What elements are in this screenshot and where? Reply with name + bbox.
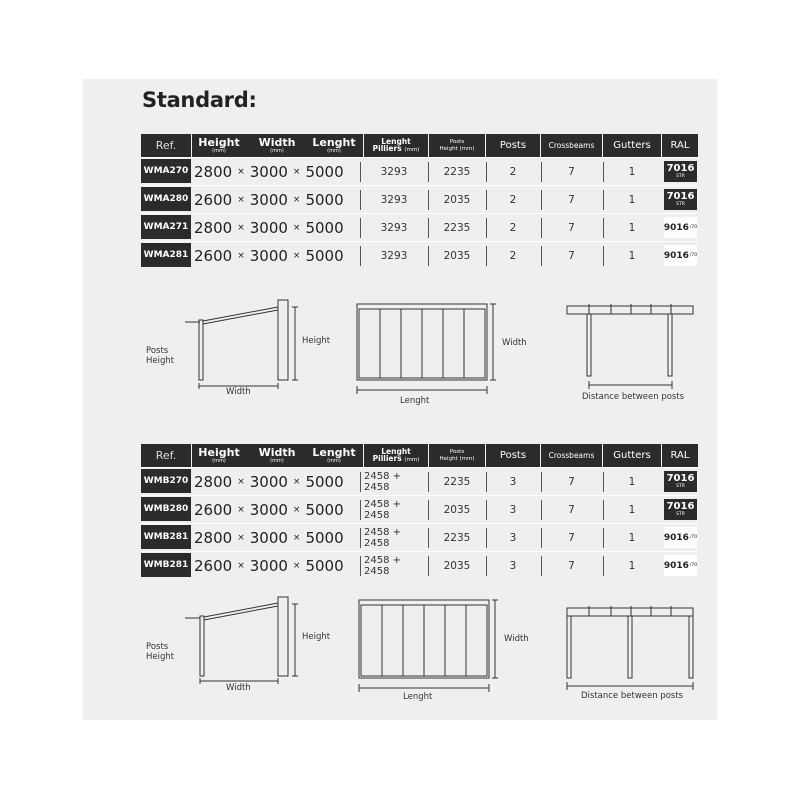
header-posts: Posts xyxy=(486,444,540,467)
label-width-a: Width xyxy=(226,387,251,397)
row-pilliers: 3293 xyxy=(380,250,408,262)
row-dimensions xyxy=(194,188,344,212)
dim-separator: × xyxy=(292,195,301,205)
dim-separator: × xyxy=(237,533,245,543)
row-ref: WMB270 xyxy=(141,469,191,493)
row-posts: 2 xyxy=(509,194,517,206)
row-gutters: 1 xyxy=(628,476,636,488)
header-posts-height: Posts Height (mm) xyxy=(429,134,485,157)
row-width: 3000 xyxy=(249,163,288,181)
row-ral-badge: 7016 STR xyxy=(664,189,697,210)
row-posts-height: 2035 xyxy=(443,504,471,516)
dim-separator: × xyxy=(292,505,301,515)
header-crossbeams: Crossbeams xyxy=(541,444,602,467)
row-lenght: 5000 xyxy=(305,473,344,491)
row-posts: 2 xyxy=(509,250,517,262)
dim-separator: × xyxy=(237,223,245,233)
row-gutters: 1 xyxy=(628,560,636,572)
header-ral: RAL xyxy=(662,444,698,467)
row-height: 2800 xyxy=(194,163,233,181)
table-row xyxy=(141,157,698,185)
header-ral: RAL xyxy=(662,134,698,157)
row-ref: WMA270 xyxy=(141,159,191,183)
row-dimensions xyxy=(194,160,344,184)
row-height: 2600 xyxy=(194,191,233,209)
row-lenght: 5000 xyxy=(305,247,344,265)
row-ral-badge: 9016 /70 xyxy=(664,555,697,576)
dim-separator: × xyxy=(292,477,301,487)
row-ral-badge: 9016 /70 xyxy=(664,527,697,548)
row-crossbeams: 7 xyxy=(568,222,575,234)
table-row xyxy=(141,213,698,241)
row-crossbeams: 7 xyxy=(568,166,575,178)
row-crossbeams: 7 xyxy=(568,250,575,262)
label-width-top-a: Width xyxy=(502,338,527,348)
dim-separator: × xyxy=(237,167,245,177)
header-height: Height (mm) xyxy=(198,446,240,464)
row-height: 2800 xyxy=(194,473,233,491)
dim-separator: × xyxy=(292,561,301,571)
row-width: 3000 xyxy=(249,247,288,265)
label-lenght-b: Lenght xyxy=(403,692,433,702)
row-ral-badge: 9016 /70 xyxy=(664,217,697,238)
row-width: 3000 xyxy=(249,473,288,491)
row-lenght: 5000 xyxy=(305,557,344,575)
row-dimensions xyxy=(194,244,344,268)
label-height-b: Height xyxy=(302,632,331,642)
row-lenght: 5000 xyxy=(305,163,344,181)
row-lenght: 5000 xyxy=(305,529,344,547)
row-pilliers: 3293 xyxy=(380,194,408,206)
row-dimensions xyxy=(194,554,344,578)
dim-separator: × xyxy=(237,477,245,487)
dim-separator: × xyxy=(237,505,245,515)
table-row xyxy=(141,495,698,523)
spec-table-wma xyxy=(141,134,698,269)
row-ral-badge: 7016 STR xyxy=(664,499,697,520)
row-ref: WMA281 xyxy=(141,243,191,267)
row-height: 2600 xyxy=(194,501,233,519)
row-posts-height: 2235 xyxy=(443,532,471,544)
row-gutters: 1 xyxy=(628,532,636,544)
header-crossbeams: Crossbeams xyxy=(541,134,602,157)
row-posts: 3 xyxy=(509,560,517,572)
row-height: 2800 xyxy=(194,529,233,547)
table-header xyxy=(141,134,698,157)
header-posts-height: Posts Height (mm) xyxy=(429,444,485,467)
row-width: 3000 xyxy=(249,501,288,519)
row-posts: 3 xyxy=(509,532,517,544)
dim-separator: × xyxy=(237,195,245,205)
row-ref: WMB280 xyxy=(141,497,191,521)
row-posts: 2 xyxy=(509,166,517,178)
dim-separator: × xyxy=(237,251,245,261)
row-height: 2600 xyxy=(194,247,233,265)
header-lenght: Lenght (mm) xyxy=(312,136,356,154)
row-width: 3000 xyxy=(249,191,288,209)
row-width: 3000 xyxy=(249,529,288,547)
row-crossbeams: 7 xyxy=(568,560,575,572)
page-title: Standard: xyxy=(142,88,257,112)
header-lenght: Lenght (mm) xyxy=(312,446,356,464)
header-height: Height (mm) xyxy=(198,136,240,154)
row-posts-height: 2235 xyxy=(443,222,471,234)
dim-separator: × xyxy=(292,251,301,261)
row-lenght: 5000 xyxy=(305,191,344,209)
header-width: Width (mm) xyxy=(258,136,296,154)
row-pilliers: 2458 + 2458 xyxy=(364,527,402,549)
label-distance-b: Distance between posts xyxy=(581,691,684,701)
row-height: 2800 xyxy=(194,219,233,237)
row-posts-height: 2035 xyxy=(443,250,471,262)
row-width: 3000 xyxy=(249,219,288,237)
label-posts-height-b: Posts Height xyxy=(146,642,175,662)
table-row xyxy=(141,523,698,551)
row-pilliers: 2458 + 2458 xyxy=(364,499,402,521)
row-gutters: 1 xyxy=(628,166,636,178)
row-posts: 2 xyxy=(509,222,517,234)
table-row xyxy=(141,467,698,495)
label-width-top-b: Width xyxy=(504,634,529,644)
row-pilliers: 2458 + 2458 xyxy=(364,555,402,577)
label-height-a: Height xyxy=(302,336,331,346)
row-crossbeams: 7 xyxy=(568,476,575,488)
table-row xyxy=(141,551,698,579)
header-gutters: Gutters xyxy=(603,134,661,157)
row-crossbeams: 7 xyxy=(568,532,575,544)
dim-separator: × xyxy=(292,223,301,233)
header-gutters: Gutters xyxy=(603,444,661,467)
row-ref: WMB281 xyxy=(141,553,191,577)
header-width: Width (mm) xyxy=(258,446,296,464)
row-posts-height: 2235 xyxy=(443,166,471,178)
row-dimensions xyxy=(194,526,344,550)
dim-separator: × xyxy=(292,533,301,543)
row-ral-badge: 7016 STR xyxy=(664,471,697,492)
row-pilliers: 3293 xyxy=(380,222,408,234)
row-ref: WMA280 xyxy=(141,187,191,211)
row-posts: 3 xyxy=(509,504,517,516)
label-posts-height-a: Posts Height xyxy=(146,346,175,366)
row-gutters: 1 xyxy=(628,504,636,516)
row-lenght: 5000 xyxy=(305,501,344,519)
row-height: 2600 xyxy=(194,557,233,575)
label-width-b: Width xyxy=(226,683,251,693)
header-lenght-pilliers: Lenght Pilliers (mm) xyxy=(364,444,428,467)
row-ref: WMA271 xyxy=(141,215,191,239)
header-posts: Posts xyxy=(486,134,540,157)
row-dimensions xyxy=(194,470,344,494)
row-pilliers: 2458 + 2458 xyxy=(364,471,402,493)
row-crossbeams: 7 xyxy=(568,194,575,206)
row-gutters: 1 xyxy=(628,194,636,206)
row-ral-badge: 7016 STR xyxy=(664,161,697,182)
row-ref: WMB281 xyxy=(141,525,191,549)
row-posts: 3 xyxy=(509,476,517,488)
row-dimensions xyxy=(194,216,344,240)
table-row xyxy=(141,241,698,269)
row-posts-height: 2235 xyxy=(443,476,471,488)
label-lenght-a: Lenght xyxy=(400,396,430,406)
row-pilliers: 3293 xyxy=(380,166,408,178)
row-gutters: 1 xyxy=(628,250,636,262)
row-posts-height: 2035 xyxy=(443,194,471,206)
row-lenght: 5000 xyxy=(305,219,344,237)
row-width: 3000 xyxy=(249,557,288,575)
label-distance-a: Distance between posts xyxy=(582,392,685,402)
header-ref: Ref. xyxy=(141,134,191,157)
row-crossbeams: 7 xyxy=(568,504,575,516)
table-header xyxy=(141,444,698,467)
header-lenght-pilliers: Lenght Pilliers (mm) xyxy=(364,134,428,157)
dim-separator: × xyxy=(292,167,301,177)
row-gutters: 1 xyxy=(628,222,636,234)
dim-separator: × xyxy=(237,561,245,571)
header-ref: Ref. xyxy=(141,444,191,467)
table-row xyxy=(141,185,698,213)
row-posts-height: 2035 xyxy=(443,560,471,572)
spec-table-wmb xyxy=(141,444,698,579)
row-ral-badge: 9016 /70 xyxy=(664,245,697,266)
row-dimensions xyxy=(194,498,344,522)
